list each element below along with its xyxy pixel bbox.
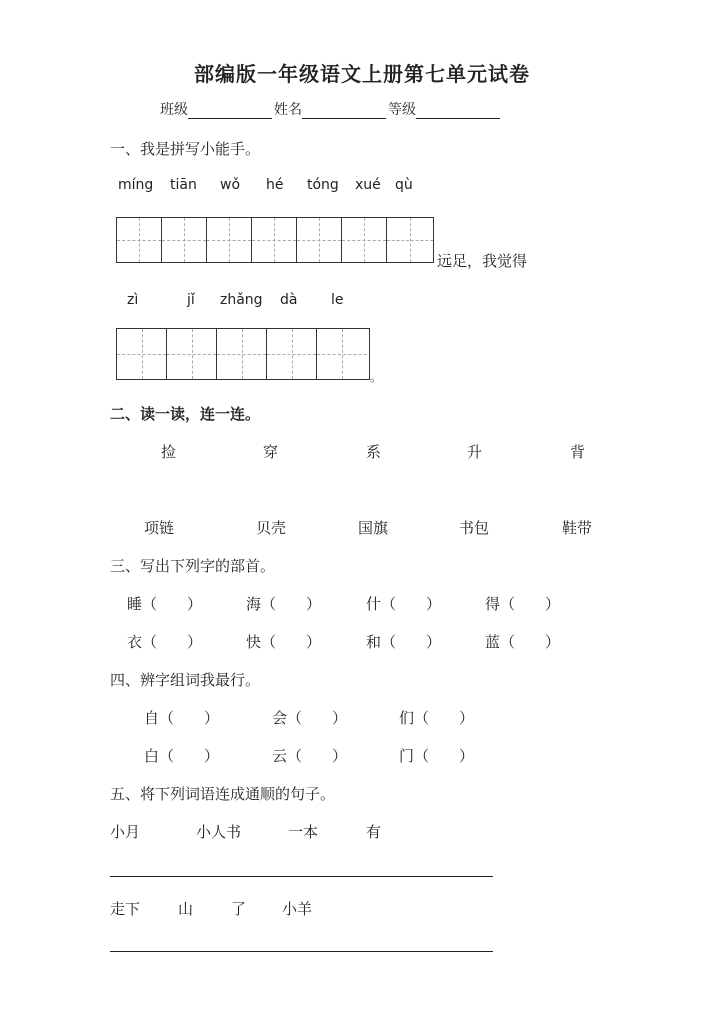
word-token: 小月 bbox=[110, 823, 141, 841]
word-group-item[interactable]: 白（ ） bbox=[144, 747, 220, 765]
word-token: 山 bbox=[178, 900, 194, 918]
radical-item[interactable]: 得（ ） bbox=[485, 595, 561, 613]
answer-line-1[interactable] bbox=[110, 876, 493, 877]
class-blank[interactable] bbox=[188, 102, 272, 119]
noun-2[interactable]: 贝壳 bbox=[256, 519, 287, 537]
word-token: 有 bbox=[366, 823, 382, 841]
word-token: 小人书 bbox=[196, 823, 242, 841]
section4-heading: 四、辨字组词我最行。 bbox=[110, 671, 261, 689]
verb-2[interactable]: 穿 bbox=[263, 443, 279, 461]
section2-heading: 二、读一读，连一连。 bbox=[110, 405, 261, 423]
pinyin-2: tiān bbox=[170, 177, 197, 193]
pinyin-8: zì bbox=[127, 292, 139, 308]
writing-grid-1[interactable] bbox=[116, 217, 434, 263]
word-token: 走下 bbox=[110, 900, 141, 918]
radical-item[interactable]: 什（ ） bbox=[366, 595, 442, 613]
name-blank[interactable] bbox=[302, 102, 386, 119]
grid-cell[interactable] bbox=[317, 329, 367, 379]
word-group-item[interactable]: 云（ ） bbox=[272, 747, 348, 765]
noun-4[interactable]: 书包 bbox=[459, 519, 490, 537]
radical-item[interactable]: 和（ ） bbox=[366, 633, 442, 651]
word-token: 了 bbox=[231, 900, 247, 918]
pinyin-7: qù bbox=[395, 177, 413, 193]
word-group-item[interactable]: 自（ ） bbox=[144, 709, 220, 727]
grade-label: 等级 bbox=[388, 102, 416, 118]
grid-cell[interactable] bbox=[342, 218, 387, 262]
noun-3[interactable]: 国旗 bbox=[358, 519, 389, 537]
page-title: 部编版一年级语文上册第七单元试卷 bbox=[194, 62, 530, 86]
word-group-item[interactable]: 门（ ） bbox=[399, 747, 475, 765]
section5-heading: 五、将下列词语连成通顺的句子。 bbox=[110, 785, 336, 803]
pinyin-5: tóng bbox=[307, 177, 339, 193]
word-group-item[interactable]: 会（ ） bbox=[272, 709, 348, 727]
radical-item[interactable]: 蓝（ ） bbox=[485, 633, 561, 651]
section1-heading: 一、我是拼写小能手。 bbox=[110, 140, 261, 158]
answer-line-2[interactable] bbox=[110, 951, 493, 952]
grid-cell[interactable] bbox=[297, 218, 342, 262]
verb-4[interactable]: 升 bbox=[467, 443, 483, 461]
section3-heading: 三、写出下列字的部首。 bbox=[110, 557, 276, 575]
pinyin-6: xué bbox=[355, 177, 381, 193]
grid-cell[interactable] bbox=[252, 218, 297, 262]
pinyin-4: hé bbox=[266, 177, 284, 193]
word-token: 一本 bbox=[288, 823, 319, 841]
grid-cell[interactable] bbox=[217, 329, 267, 379]
writing-grid-2[interactable] bbox=[116, 328, 370, 380]
student-info-row bbox=[160, 99, 502, 119]
grid-cell[interactable] bbox=[207, 218, 252, 262]
sentence-part-1: 远足，我觉得 bbox=[437, 252, 528, 270]
grid-cell[interactable] bbox=[117, 329, 167, 379]
radical-item[interactable]: 快（ ） bbox=[246, 633, 322, 651]
class-label: 班级 bbox=[160, 102, 188, 118]
grid-cell[interactable] bbox=[267, 329, 317, 379]
verb-1[interactable]: 捡 bbox=[161, 443, 177, 461]
sentence-end: 。 bbox=[370, 370, 383, 384]
radical-item[interactable]: 海（ ） bbox=[246, 595, 322, 613]
noun-1[interactable]: 项链 bbox=[144, 519, 175, 537]
verb-3[interactable]: 系 bbox=[366, 443, 382, 461]
grid-cell[interactable] bbox=[117, 218, 162, 262]
radical-item[interactable]: 睡（ ） bbox=[127, 595, 203, 613]
grade-blank[interactable] bbox=[416, 102, 500, 119]
verb-5[interactable]: 背 bbox=[570, 443, 586, 461]
name-label: 姓名 bbox=[274, 102, 302, 118]
pinyin-12: le bbox=[331, 292, 344, 308]
pinyin-9: jǐ bbox=[187, 292, 195, 308]
pinyin-11: dà bbox=[280, 292, 298, 308]
pinyin-3: wǒ bbox=[220, 177, 241, 193]
radical-item[interactable]: 衣（ ） bbox=[127, 633, 203, 651]
grid-cell[interactable] bbox=[387, 218, 433, 262]
pinyin-10: zhǎng bbox=[220, 292, 263, 308]
word-group-item[interactable]: 们（ ） bbox=[399, 709, 475, 727]
pinyin-1: míng bbox=[118, 177, 154, 193]
noun-5[interactable]: 鞋带 bbox=[562, 519, 593, 537]
grid-cell[interactable] bbox=[167, 329, 217, 379]
grid-cell[interactable] bbox=[162, 218, 207, 262]
word-token: 小羊 bbox=[282, 900, 313, 918]
